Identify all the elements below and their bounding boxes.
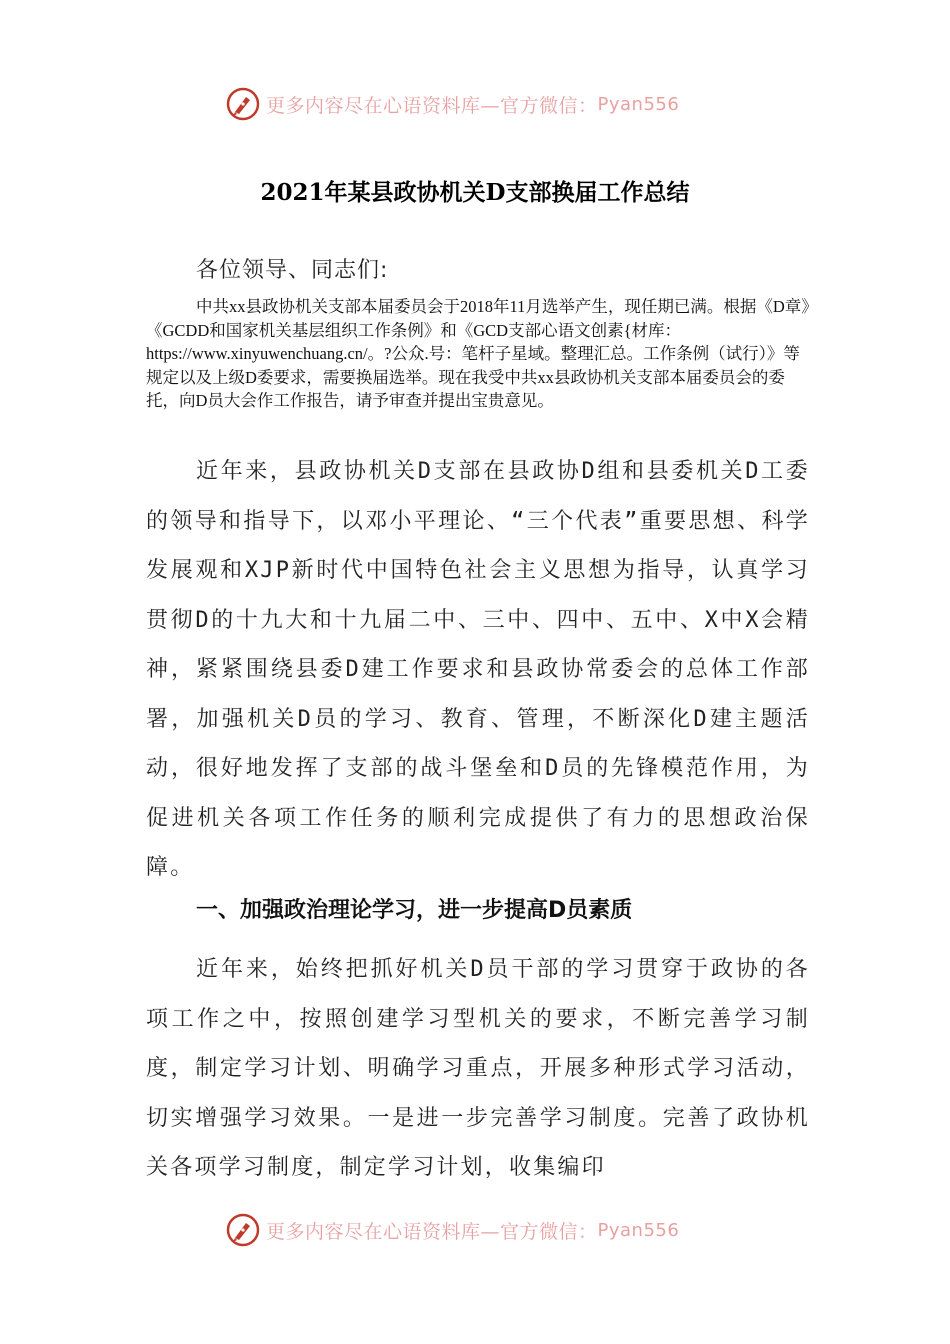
- banner-text: 更多内容尽在心语资料库—官方微信：: [266, 94, 598, 117]
- document-title: 2021年某县政协机关D支部换届工作总结: [260, 179, 690, 206]
- section-heading: 一、加强政治理论学习，进一步提高D员素质: [196, 898, 633, 923]
- header-banner: [226, 84, 746, 124]
- banner-wechat-id: Pyan556: [597, 93, 680, 115]
- banner-text: 更多内容尽在心语资料库—官方微信：: [266, 1220, 598, 1243]
- greeting: 各位领导、同志们:: [196, 258, 389, 283]
- banner-wechat-id: Pyan556: [597, 1219, 680, 1241]
- body-paragraph: 近年来，县政协机关D支部在县政协D组和县委机关D工委的领导和指导下，以邓小平理论、“三个代表”重要思想、科学发展观和XJP新时代中国特色社会主义思想为指导，认真学习贯彻D的十九大和十九届二中、三中、四中、五中、X中X会精神，紧紧围绕县委D建工作要求和县政协常委会的总体工作部署，加强机关D员的学习、教育、管理，不断深化D建主题活动，很好地发挥了支部的战斗堡垒和D员的先锋模范作用，为促进机关各项工作任务的顺利完成提供了有力的思想政治保障。: [146, 459, 810, 880]
- pen-nib-logo-icon: [226, 87, 260, 121]
- intro-paragraph: 中共xx县政协机关支部本届委员会于2018年11月选举产生，现任期已满。根据《D章》《GCDD和国家机关基层组织工作条例》和《GCD支部心语文创素{材库：https://www.xinyuwenchuang.cn/。?公众.号：笔杆子星域。整理汇总。工作条例（试行）》等规定以及上级D委要求，需要换届选举。现在我受中共xx县政协机关支部本届委员会的委托，向D员大会作工作报告，请予审查并提出宝贵意见。: [146, 297, 810, 410]
- body-paragraph: 近年来，始终把抓好机关D员干部的学习贯穿于政协的各项工作之中，按照创建学习型机关的要求，不断完善学习制度，制定学习计划、明确学习重点，开展多种形式学习活动，切实增强学习效果。一是进一步完善学习制度。完善了政协机关各项学习制度，制定学习计划，收集编印: [146, 957, 810, 1180]
- footer-banner: [226, 1210, 746, 1250]
- pen-nib-logo-icon: [226, 1213, 260, 1247]
